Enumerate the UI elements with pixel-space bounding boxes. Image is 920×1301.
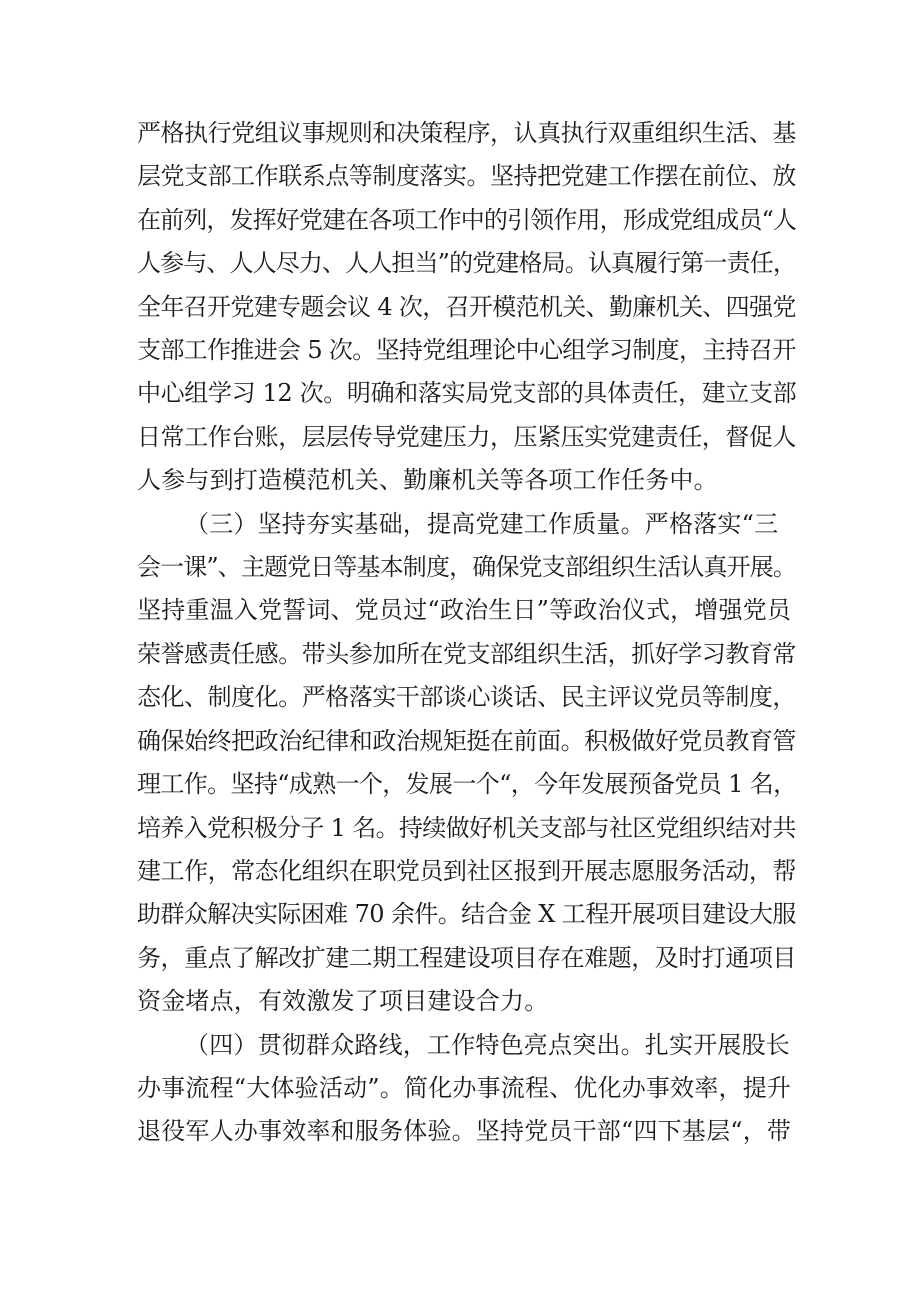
text-line: 培养入党积极分子 1 名。持续做好机关支部与社区党组织结对共 (137, 813, 796, 842)
text-line: 务，重点了解改扩建二期工程建设项目存在难题，及时打通项目 (137, 943, 796, 972)
text-line: 在前列，发挥好党建在各项工作中的引领作用，形成党组成员“人 (137, 205, 796, 234)
text-line: 中心组学习 12 次。明确和落实局党支部的具体责任，建立支部 (137, 379, 797, 408)
text-line: 助群众解决实际困难 70 余件。结合金 X 工程开展项目建设大服 (137, 900, 796, 929)
text-line: 坚持重温入党誓词、党员过“政治生日”等政治仪式，增强党员 (137, 596, 792, 625)
text-line: 日常工作台账，层层传导党建压力，压紧压实党建责任，督促人 (137, 422, 796, 451)
section-heading-line: （三）坚持夯实基础，提高党建工作质量。严格落实“三 (185, 509, 779, 538)
paragraph-section-four (137, 1024, 797, 1154)
text-line: 确保始终把政治纪律和政治规矩挺在前面。积极做好党员教育管 (137, 726, 796, 755)
text-line: 全年召开党建专题会议 4 次，召开模范机关、勤廉机关、四强党 (137, 292, 796, 321)
body-text (137, 112, 797, 1154)
text-line: 荣誉感责任感。带头参加所在党支部组织生活，抓好学习教育常 (137, 639, 796, 668)
paragraph-section-three (137, 503, 797, 1024)
text-line: 退役军人办事效率和服务体验。坚持党员干部“四下基层“，带 (137, 1117, 792, 1146)
text-line: 办事流程“大体验活动”。简化办事流程、优化办事效率，提升 (137, 1073, 792, 1102)
text-line: 资金堵点，有效激发了项目建设合力。 (137, 987, 549, 1016)
text-line: 支部工作推进会 5 次。坚持党组理论中心组学习制度，主持召开 (137, 336, 796, 365)
text-line: 人参与、人人尽力、人人担当”的党建格局。认真履行第一责任， (137, 249, 796, 278)
section-heading-line: （四）贯彻群众路线，工作特色亮点突出。扎实开展股长 (185, 1030, 790, 1059)
text-line: 建工作，常态化组织在职党员到社区报到开展志愿服务活动，帮 (137, 856, 796, 885)
text-line: 人参与到打造模范机关、勤廉机关等各项工作任务中。 (137, 466, 718, 495)
text-line: 态化、制度化。严格落实干部谈心谈话、民主评议党员等制度， (137, 683, 796, 712)
text-line: 会一课”、主题党日等基本制度，确保党支部组织生活认真开展。 (137, 553, 796, 582)
text-line: 严格执行党组议事规则和决策程序，认真执行双重组织生活、基 (137, 119, 796, 147)
text-line: 层党支部工作联系点等制度落实。坚持把党建工作摆在前位、放 (137, 162, 796, 191)
paragraph-party-building-responsibility (137, 112, 797, 503)
text-line: 理工作。坚持“成熟一个，发展一个“，今年发展预备党员 1 名， (137, 770, 797, 799)
